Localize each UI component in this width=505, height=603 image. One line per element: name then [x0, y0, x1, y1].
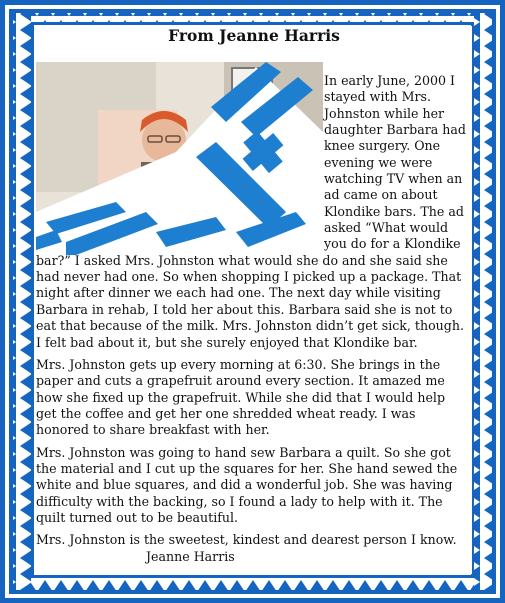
- paragraph-4: Mrs. Johnston is the sweetest, kindest and dearest person I know.: [36, 532, 457, 548]
- paragraph-1: In early June, 2000 I stayed with Mrs. Johnston while her daughter Barbara had knee surgery. One evening we were watching TV when an ad came on about Klondike bars. The ad asked “What would you do for a Klondike bar?” I asked Mrs. Johnston what would she do and she said she had never had one. So when shopping I picked up a package. That night after dinner we each had one. The next day while visiting Barbara in rehab, I told her about this. Barbara said she is not to eat that because of the milk. Mrs. Johnston didn’t get sick, though. I felt bad about it, but she surely enjoyed that Klondike bar.: [36, 73, 466, 350]
- page-title: From Jeanne Harris: [168, 26, 340, 45]
- signature: Jeanne Harris: [146, 548, 235, 564]
- paragraph-2: Mrs. Johnston gets up every morning at 6:30. She brings in the paper and cuts a grapefruit around every section. It amazed me how she fixed up the grapefruit. While she did that I would help get the coffee and get her one shredded wheat ready. I was honored to share breakfast with her.: [36, 356, 446, 438]
- paragraph-3: Mrs. Johnston was going to hand sew Barbara a quilt. So she got the material and I cut up the squares for her. She hand sewed the white and blue squares, and did a wonderful job. She was having difficulty with the backing, so I found a lady to help with it. The quilt turned out to be beautiful.: [36, 444, 458, 525]
- letter-content: [36, 26, 472, 574]
- letter-body: [36, 73, 468, 565]
